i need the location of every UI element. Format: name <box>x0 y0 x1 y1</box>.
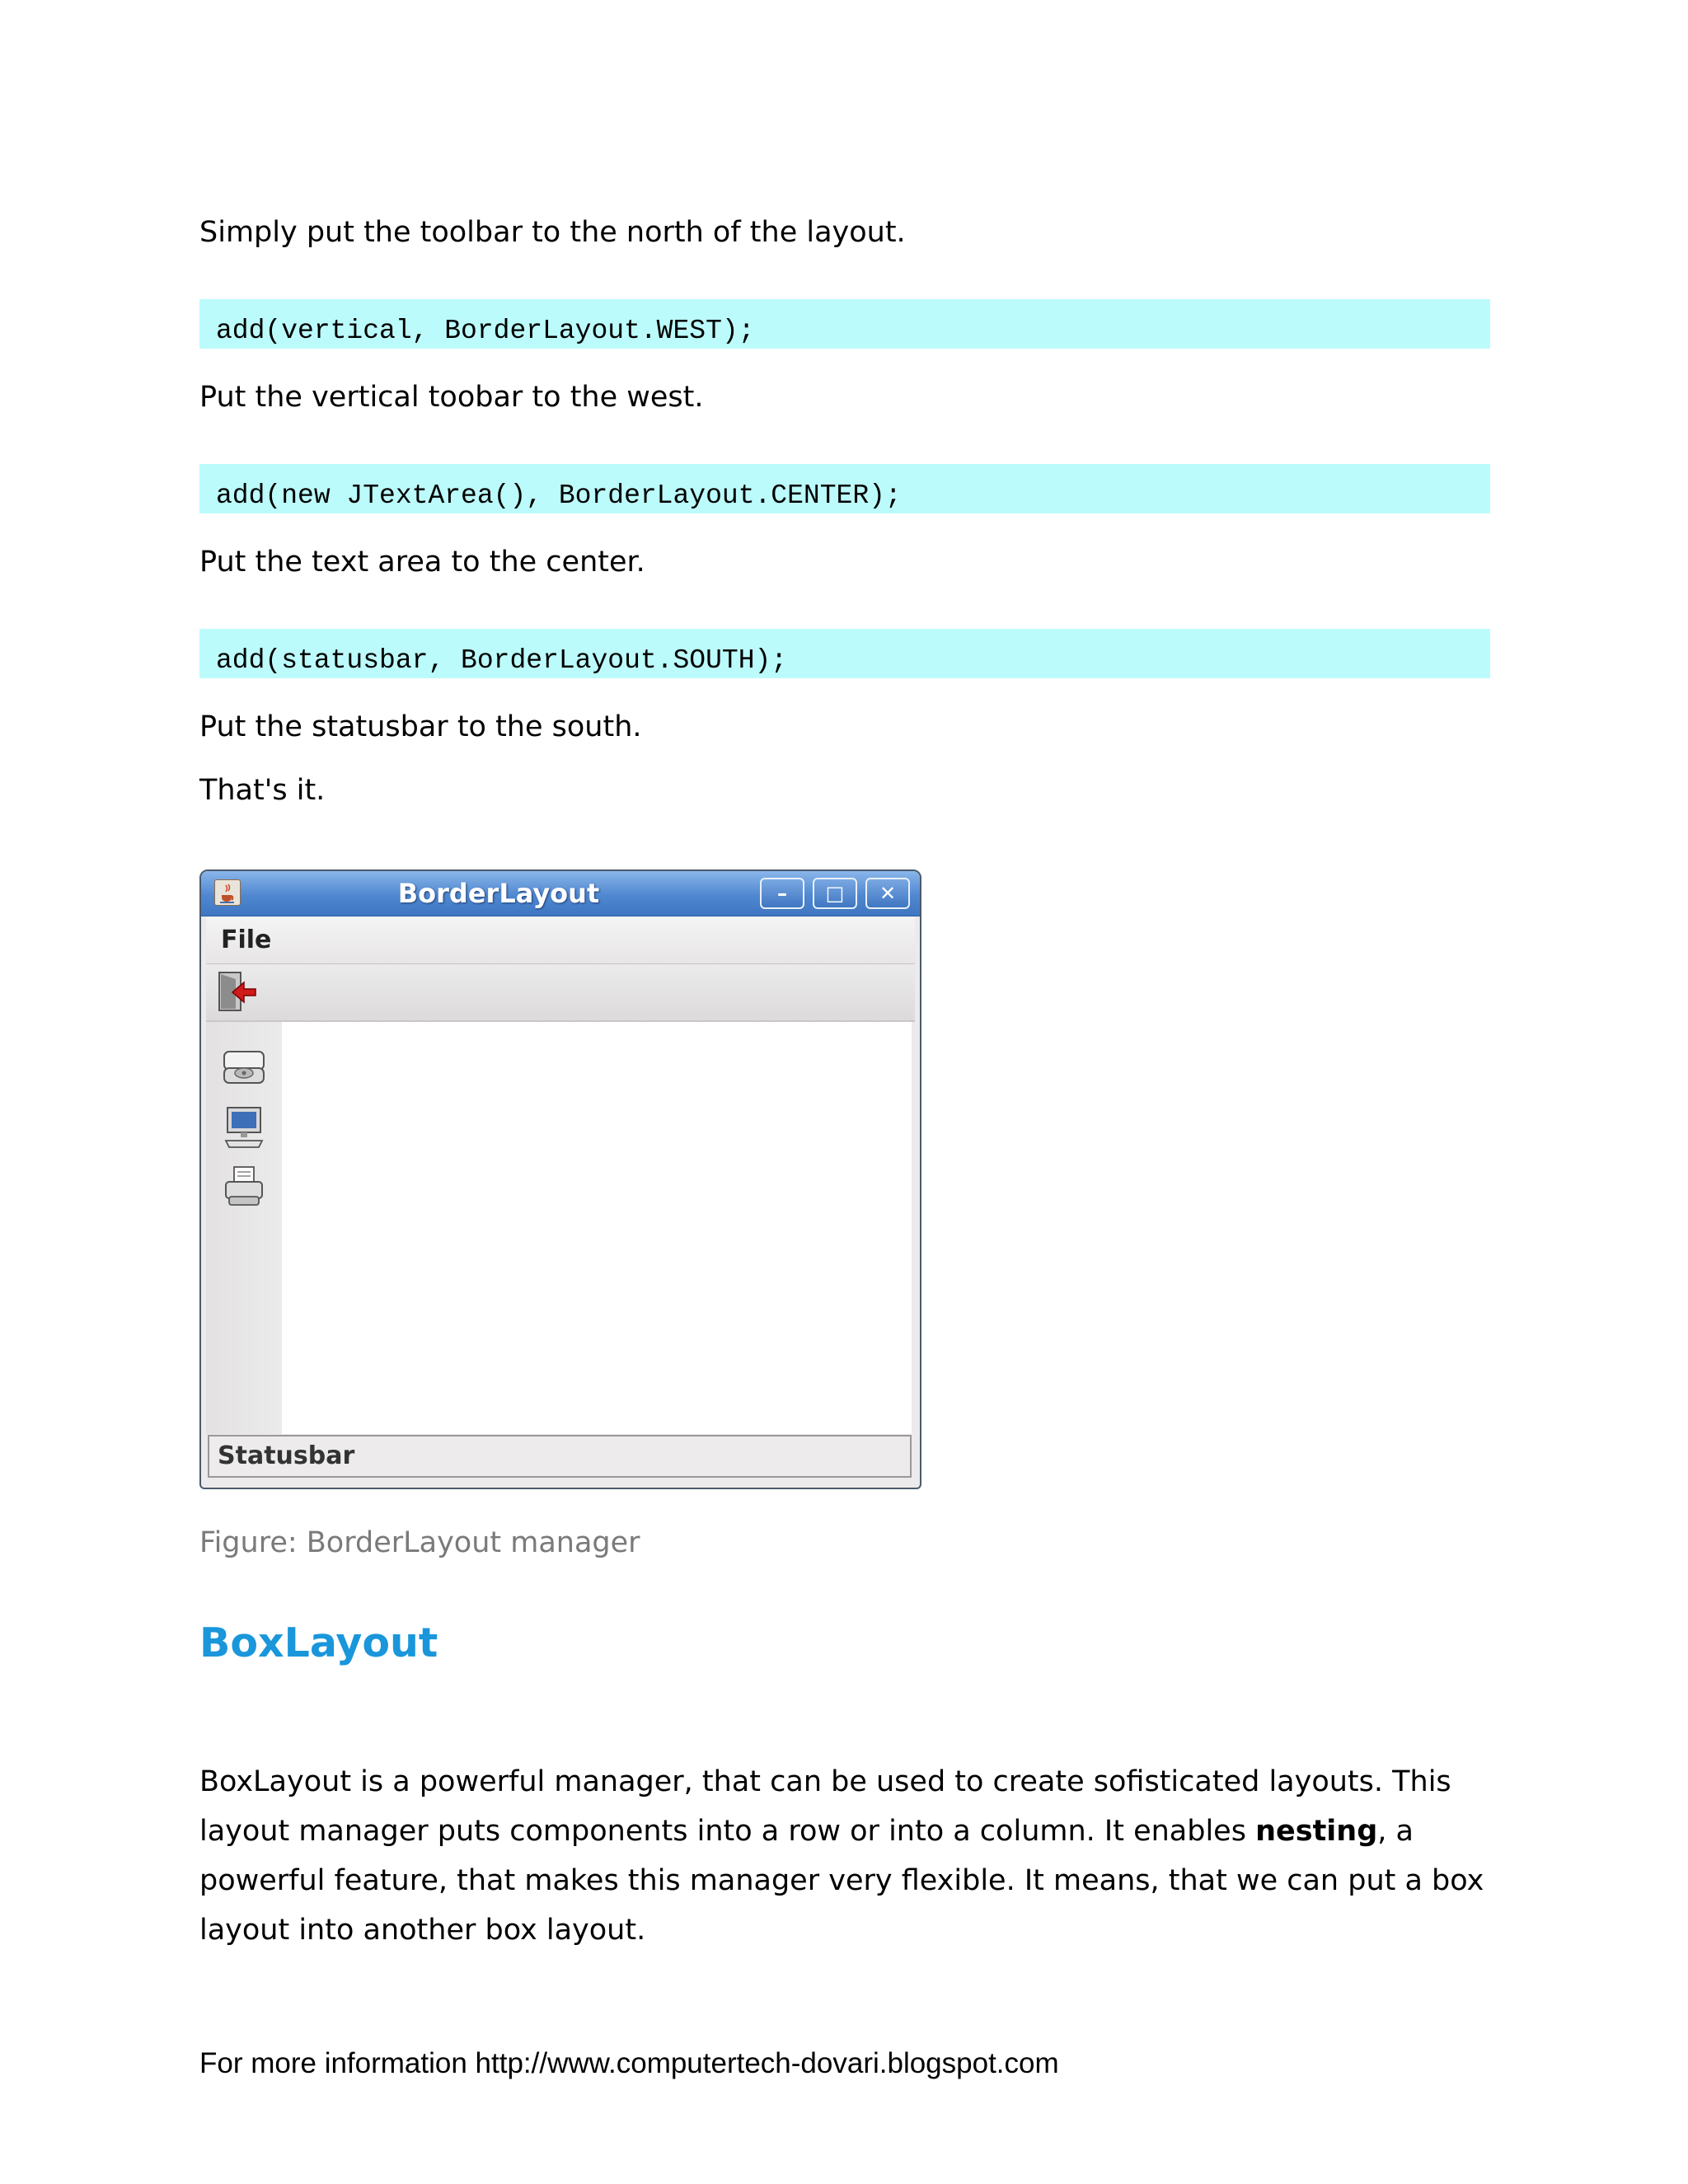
paragraph-textarea-center: Put the text area to the center. <box>199 546 645 579</box>
horizontal-toolbar <box>206 964 915 1022</box>
paragraph-text: BoxLayout is a powerful manager, that can be used to create sofisticated layouts. This layout manager puts components into a row or into a column. It enables <box>199 1765 1451 1848</box>
paragraph-statusbar-south: Put the statusbar to the south. <box>199 710 642 743</box>
bold-term-nesting: nesting <box>1255 1815 1378 1848</box>
computer-icon[interactable] <box>221 1104 267 1151</box>
menu-file[interactable]: File <box>221 926 272 954</box>
window-title: BorderLayout <box>397 878 600 909</box>
text-area[interactable] <box>282 1022 912 1434</box>
code-block-south <box>199 629 1490 678</box>
paragraph-toolbar-north: Simply put the toolbar to the north of the layout. <box>199 216 906 249</box>
drive-icon[interactable] <box>221 1045 267 1091</box>
code-line: add(new JTextArea(), BorderLayout.CENTER); <box>216 480 902 511</box>
section-heading: BoxLayout <box>199 1619 438 1666</box>
paragraph-vertical-west: Put the vertical toobar to the west. <box>199 381 704 414</box>
printer-icon[interactable] <box>221 1164 267 1210</box>
statusbar-label: Statusbar <box>218 1441 355 1470</box>
minimize-button[interactable]: – <box>760 878 804 909</box>
menubar <box>206 917 915 964</box>
borderlayout-window <box>199 869 921 1489</box>
footer-info: For more information http://www.computertech-dovari.blogspot.com <box>199 2047 1059 2079</box>
maximize-button[interactable]: □ <box>813 878 857 909</box>
window-titlebar[interactable] <box>201 871 920 916</box>
boxlayout-paragraph <box>199 1757 1518 1955</box>
exit-icon[interactable] <box>216 971 260 1014</box>
code-block-center <box>199 464 1490 513</box>
close-button[interactable]: ✕ <box>865 878 910 909</box>
statusbar <box>208 1435 912 1478</box>
paragraph-text: , a powerful feature, that makes this manager very flexible. It means, that we can put a box layout into another box layout. <box>199 1815 1484 1947</box>
figure-caption: Figure: BorderLayout manager <box>199 1526 640 1559</box>
code-line: add(statusbar, BorderLayout.SOUTH); <box>216 645 788 676</box>
code-block-west <box>199 299 1490 349</box>
paragraph-thats-it: That's it. <box>199 774 326 807</box>
vertical-toolbar <box>206 1022 282 1434</box>
code-line: add(vertical, BorderLayout.WEST); <box>216 316 755 346</box>
